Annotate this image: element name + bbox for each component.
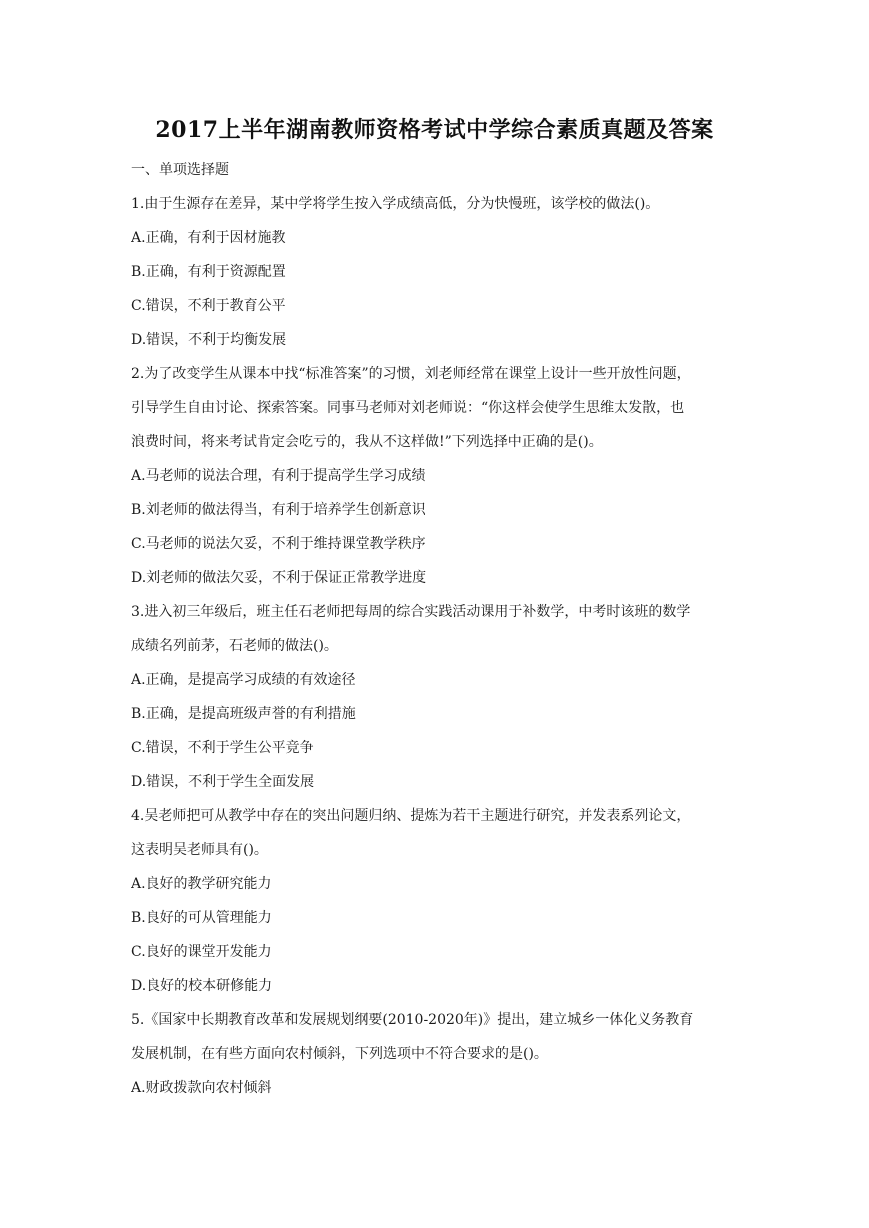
document-title: 2017上半年湖南教师资格考试中学综合素质真题及答案 [155, 117, 714, 143]
question-stem-line: 1.由于生源存在差异，某中学将学生按入学成绩高低，分为快慢班，该学校的做法()。 [131, 196, 660, 212]
option-a: A.正确，是提高学习成绩的有效途径 [131, 672, 356, 688]
question-4 [131, 799, 743, 1003]
question-2 [131, 357, 743, 595]
option-a: A.马老师的说法合理，有利于提高学生学习成绩 [131, 468, 426, 484]
question-stem-line: 5.《国家中长期教育改革和发展规划纲要(2010-2020年)》提出，建立城乡一体化义务教育 [131, 1012, 694, 1028]
question-stem-line: 发展机制，在有些方面向农村倾斜，下列选项中不符合要求的是()。 [131, 1046, 548, 1062]
question-stem-line: 引导学生自由讨论、探索答案。同事马老师对刘老师说：“你这样会使学生思维太发散，也 [131, 400, 685, 416]
section-heading: 一、单项选择题 [131, 162, 229, 178]
option-b: B.正确，是提高班级声誉的有利措施 [131, 706, 356, 722]
question-stem-line: 3.进入初三年级后，班主任石老师把每周的综合实践活动课用于补数学，中考时该班的数学 [131, 604, 691, 620]
option-a: A.良好的教学研究能力 [131, 876, 272, 892]
question-stem-line: 2.为了改变学生从课本中找“标准答案”的习惯，刘老师经常在课堂上设计一些开放性问题， [131, 366, 691, 382]
option-a: A.正确，有利于因材施教 [131, 230, 286, 246]
question-stem-line: 这表明吴老师具有()。 [131, 842, 268, 858]
question-1 [131, 187, 743, 357]
option-d: D.良好的校本研修能力 [131, 978, 273, 994]
option-a: A.财政拨款向农村倾斜 [131, 1080, 272, 1096]
option-d: D.刘老师的做法欠妥，不利于保证正常教学进度 [131, 570, 427, 586]
option-b: B.正确，有利于资源配置 [131, 264, 286, 280]
question-stem-line: 成绩名列前茅，石老师的做法()。 [131, 638, 338, 654]
option-b: B.良好的可从管理能力 [131, 910, 272, 926]
option-c: C.良好的课堂开发能力 [131, 944, 272, 960]
option-c: C.马老师的说法欠妥，不利于维持课堂教学秩序 [131, 536, 426, 552]
option-c: C.错误，不利于学生公平竞争 [131, 740, 314, 756]
option-c: C.错误，不利于教育公平 [131, 298, 286, 314]
document-body [131, 153, 743, 1105]
option-d: D.错误，不利于均衡发展 [131, 332, 287, 348]
option-b: B.刘老师的做法得当，有利于培养学生创新意识 [131, 502, 426, 518]
question-stem-line: 浪费时间，将来考试肯定会吃亏的，我从不这样做!”下列选择中正确的是()。 [131, 434, 603, 450]
question-3 [131, 595, 743, 799]
question-stem-line: 4.吴老师把可从教学中存在的突出问题归纳、提炼为若干主题进行研究，并发表系列论文， [131, 808, 691, 824]
question-5 [131, 1003, 743, 1105]
option-d: D.错误，不利于学生全面发展 [131, 774, 315, 790]
